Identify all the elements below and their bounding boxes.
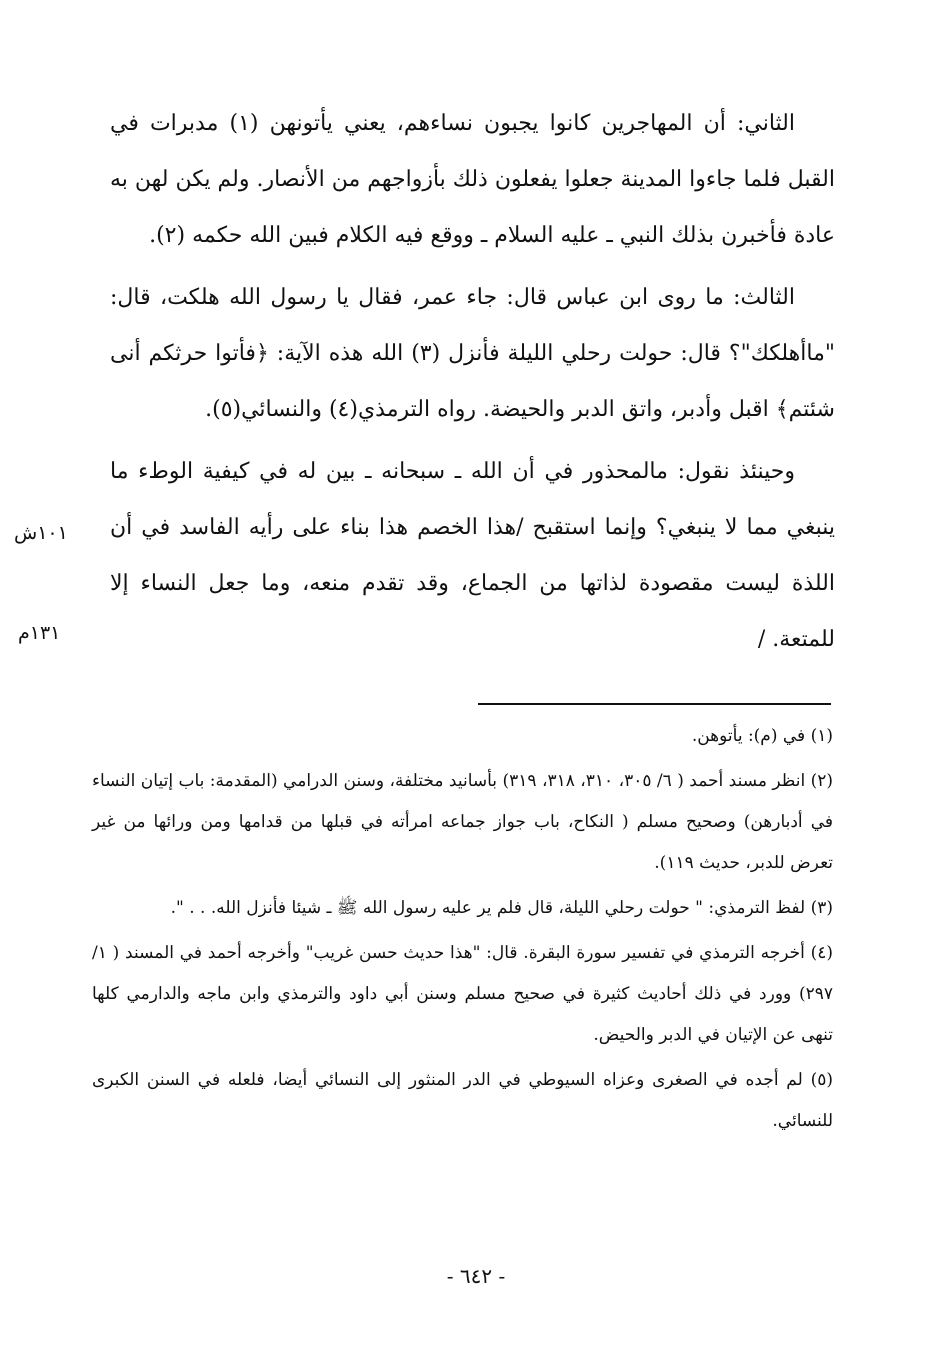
paragraph-second-view: الثاني: أن المهاجرين كانوا يجبون نساءهم، يعني يأتونهن (١) مدبرات في القبل فلما جاءوا المدينة جعلوا يفعلون ذلك بأزواجهم من الأنصار. ولم يكن لهن به عادة فأخبرن بذلك النبي ـ عليه السلام ـ ووقع فيه الكلام فبين الله حكمه (٢). xyxy=(110,111,835,248)
main-text xyxy=(110,96,835,668)
footnote-1: (١) في (م): يأتوهن. xyxy=(691,726,833,746)
paragraph-third-view: الثالث: ما روى ابن عباس قال: جاء عمر، فقال يا رسول الله هلكت، قال: "ماأهلكك"؟ قال: حولت رحلي الليلة فأنزل (٣) الله هذه الآية: ﴿فأتوا حرثكم أنى شئتم﴾ اقبل وأدبر، واتق الدبر والحيضة. رواه الترمذي(٤) والنسائي(٥). xyxy=(110,285,835,422)
footnote-2: (٢) انظر مسند أحمد ( ٦/ ٣٠٥، ٣١٠، ٣١٨، ٣١٩) بأسانيد مختلفة، وسنن الدرامي (المقدمة: باب إتيان النساء في أدبارهن) وصحيح مسلم ( النكاح، باب جواز جماعه امرأته في قبلها من قدامها ومن ورائها من غير تعرض للدبر، حديث ١١٩). xyxy=(92,771,834,873)
footnote-5: (٥) لم أجده في الصغرى وعزاه السيوطي في الدر المنثور إلى النسائي أيضا، فلعله في السنن الكبرى للنسائي. xyxy=(92,1070,833,1131)
footnote-divider xyxy=(478,703,831,705)
footnotes xyxy=(92,716,833,1146)
margin-note-manuscript-mim: ١٣١م xyxy=(18,622,61,644)
paragraph-conclusion: وحينئذ نقول: مالمحذور في أن الله ـ سبحانه ـ بين له في كيفية الوطء ما ينبغي مما لا ينبغي؟ وإنما استقبح /هذا الخصم هذا بناء على رأيه الفاسد في أن اللذة ليست مقصودة لذاتها من الجماع، وقد تقدم منعه، وما جعل النساء إلا للمتعة. / xyxy=(110,459,835,652)
footnote-4: (٤) أخرجه الترمذي في تفسير سورة البقرة. قال: "هذا حديث حسن غريب" وأخرجه أحمد في المسند ( ١/ ٢٩٧) وورد في ذلك أحاديث كثيرة في صحيح مسلم وسنن أبي داود والترمذي وابن ماجه والدارمي كلها تنهى عن الإتيان في الدبر والحيض. xyxy=(92,943,833,1045)
margin-note-manuscript-shin: ١٠١ش xyxy=(14,522,68,544)
page-number: - ٦٤٢ - xyxy=(446,1264,506,1288)
footnote-3: (٣) لفظ الترمذي: " حولت رحلي الليلة، قال فلم ير عليه رسول الله ﷺ ـ شيئا فأنزل الله. . . ". xyxy=(170,898,833,918)
